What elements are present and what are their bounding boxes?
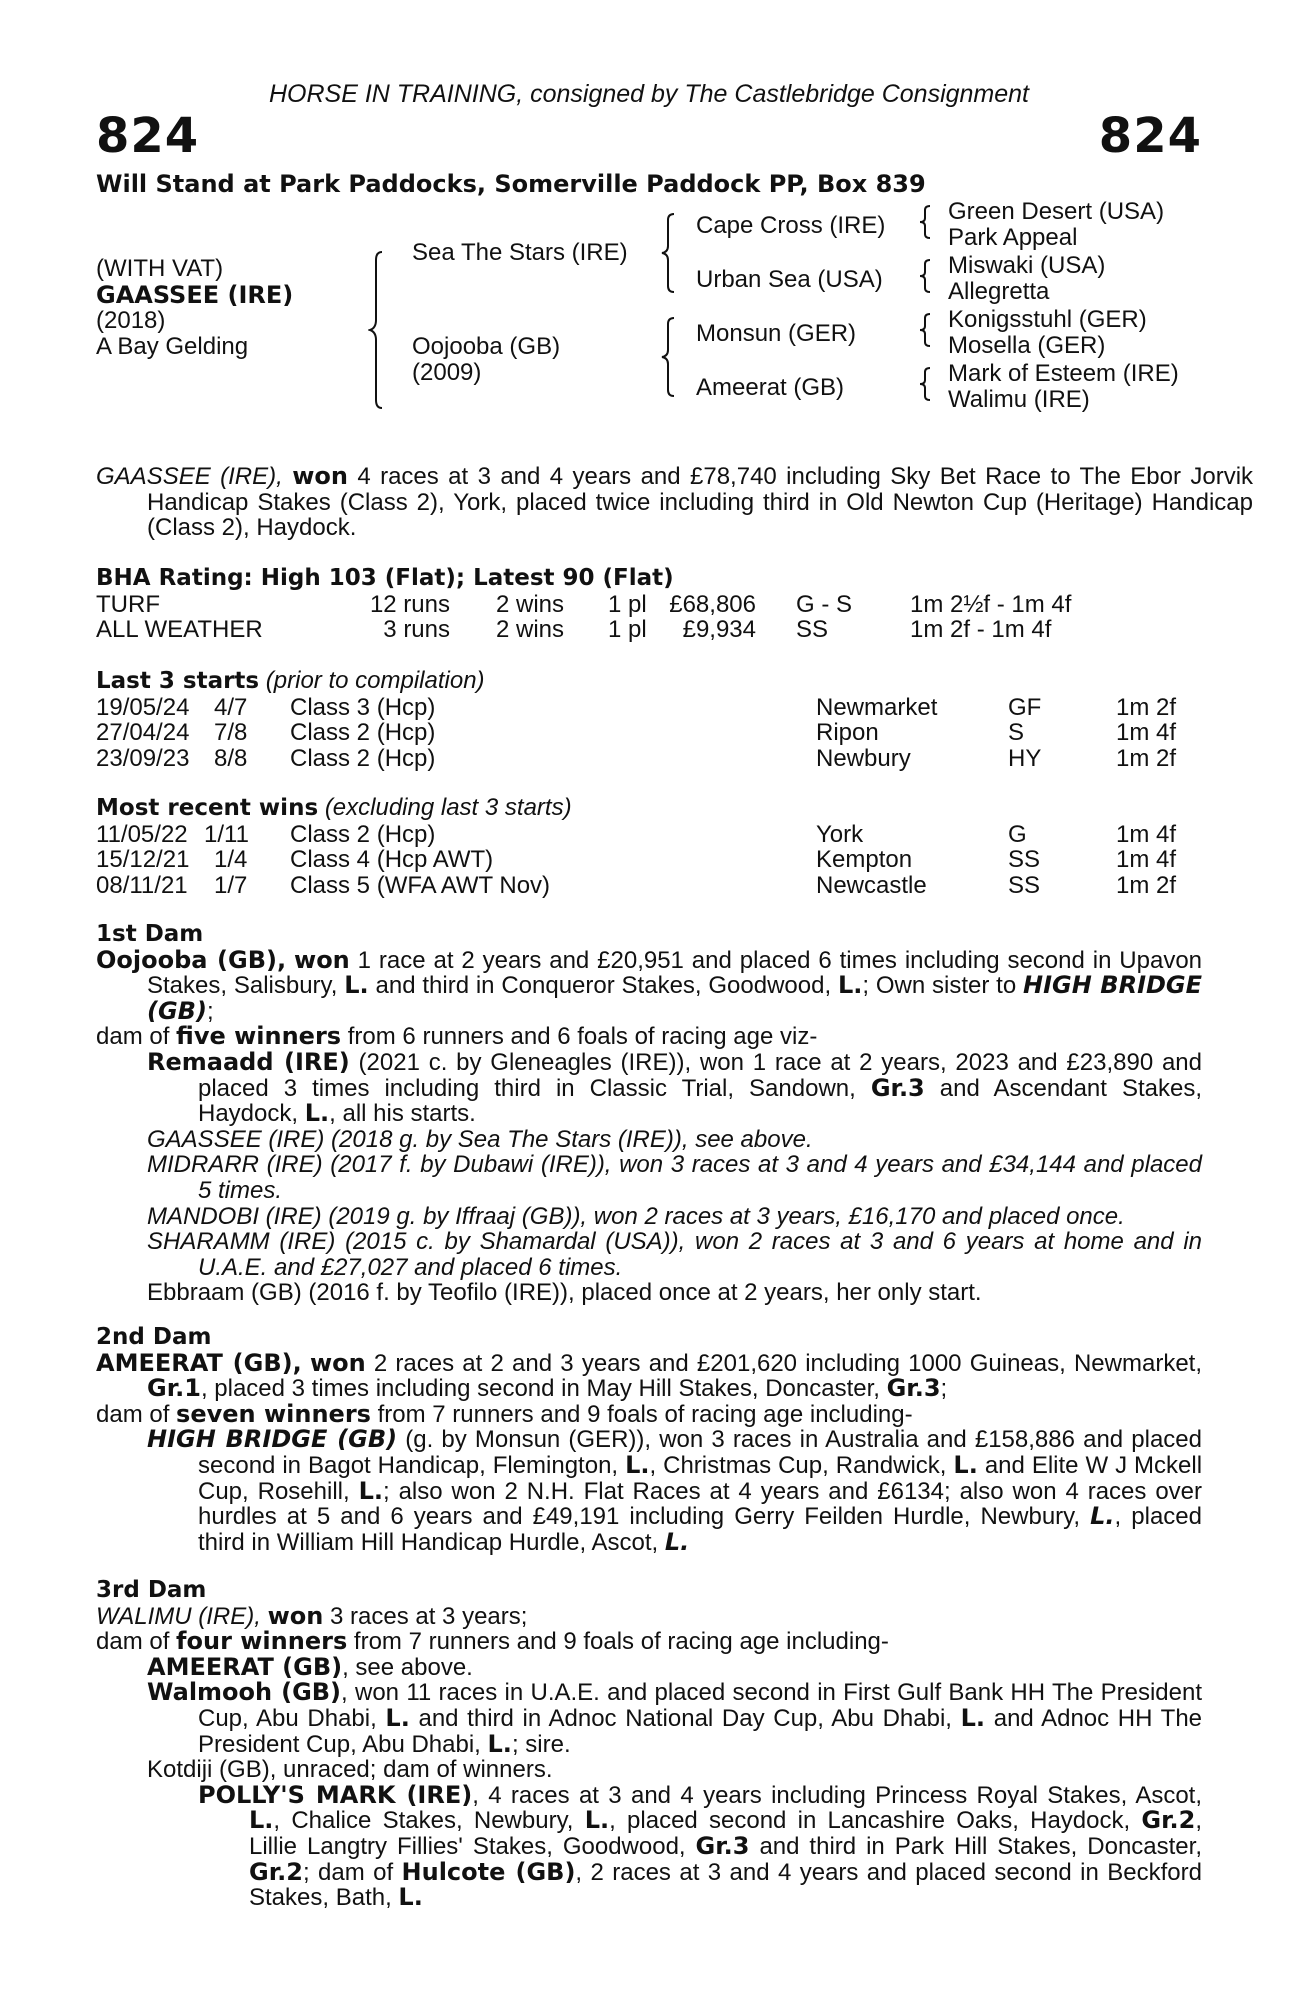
win-going: SS <box>1008 846 1041 874</box>
produce-name: Walmooh (GB) <box>147 1678 342 1707</box>
last-3-starts <box>96 668 1202 771</box>
produce-item: SHARAMM (IRE) (2015 c. by Shamardal (USA)), won 2 races at 3 and 6 years at home and in U.A.E. and £27,027 and placed 6 times. <box>147 1228 1202 1281</box>
produce-item: MIDRARR (IRE) (2017 f. by Dubawi (IRE)), won 3 races at 3 and 4 years and £34,144 and placed 5 times. <box>147 1151 1202 1204</box>
listed-mark: L. <box>960 1703 986 1732</box>
dam3-won: won <box>267 1601 324 1630</box>
start-date: 19/05/24 <box>96 693 190 721</box>
listed-mark: L. <box>953 1450 978 1479</box>
consignment-line: HORSE IN TRAINING, consigned by The Castlebridge Consignment <box>268 80 1030 108</box>
damof-prefix: dam of <box>96 1400 170 1428</box>
gen4-1: Green Desert (USA) <box>948 198 1165 225</box>
last3-note: (prior to compilation) <box>265 667 485 694</box>
group-mark: Gr.2 <box>249 1857 303 1886</box>
gen4-6: Mosella (GER) <box>948 332 1106 359</box>
group-mark: Gr.3 <box>886 1374 941 1403</box>
rating-wins: 2 wins <box>496 616 565 644</box>
damof-winners: seven winners <box>176 1399 371 1428</box>
third-dam-section <box>96 1578 1202 1911</box>
produce-text: and Elite W J Mckell Cup, Rosehill, <box>198 1451 1203 1505</box>
last3-heading <box>96 668 1202 695</box>
dam2-text: ; <box>940 1375 948 1403</box>
listed-mark: L. <box>344 971 369 1000</box>
produce-item <box>96 1047 1203 1128</box>
dam1-text: ; Own sister to <box>862 972 1017 1000</box>
dam-name: Oojooba (GB) <box>412 333 561 360</box>
group-mark: Gr.1 <box>147 1374 201 1403</box>
recent-heading <box>96 795 1202 822</box>
listed-mark: L. <box>584 1806 610 1835</box>
horse-description: A Bay Gelding <box>96 333 249 360</box>
summary-horse-name: GAASSEE (IRE), <box>96 463 283 490</box>
produce-item: Kotdiji (GB), unraced; dam of winners. <box>147 1756 553 1784</box>
table-row <box>96 720 1202 746</box>
dam2-won: won <box>309 1348 366 1377</box>
win-race: Class 2 (Hcp) <box>290 820 436 848</box>
rating-going: SS <box>796 616 829 644</box>
start-course: Newbury <box>816 744 911 772</box>
win-position: 1/11 <box>204 820 249 848</box>
sire-name: Sea The Stars (IRE) <box>412 239 628 266</box>
win-distance: 1m 4f <box>1116 820 1177 848</box>
pedigree-table <box>96 200 1202 420</box>
start-distance: 1m 2f <box>1116 744 1177 772</box>
produce-text: , all his starts. <box>329 1100 476 1128</box>
listed-mark: L. <box>304 1099 330 1128</box>
win-date: 11/05/22 <box>96 820 188 848</box>
produce-name: Remaadd (IRE) <box>147 1047 350 1076</box>
win-course: Kempton <box>816 846 913 874</box>
damof-prefix: dam of <box>96 1023 170 1051</box>
produce-name: Hulcote (GB) <box>401 1857 576 1886</box>
start-going: S <box>1008 719 1025 747</box>
brace-main <box>368 250 388 410</box>
produce-text: ; sire. <box>511 1730 571 1758</box>
win-position: 1/7 <box>214 871 248 899</box>
listed-mark: L. <box>837 971 863 1000</box>
dam2-name: AMEERAT (GB), <box>96 1348 302 1377</box>
table-row <box>96 847 1202 873</box>
dam-sire: Monsun (GER) <box>696 320 857 347</box>
produce-text: ; dam of <box>302 1858 394 1886</box>
stand-location: Will Stand at Park Paddocks, Somerville Paddock PP, Box 839 <box>96 170 926 198</box>
produce-text: and Ascendant Stakes, Haydock, <box>198 1074 1203 1128</box>
grand-produce-item <box>96 1780 1203 1912</box>
gen4-4: Allegretta <box>948 278 1050 305</box>
listed-mark: L. <box>487 1729 512 1758</box>
dam2-text: 2 races at 2 and 3 years and £201,620 including 1000 Guineas, Newmarket, <box>373 1349 1203 1377</box>
dam2-produce-summary <box>96 1399 1202 1428</box>
start-race: Class 3 (Hcp) <box>290 693 436 721</box>
gen4-3: Miswaki (USA) <box>948 252 1106 279</box>
lot-number-right: 824 <box>1098 108 1202 164</box>
damof-winners: five winners <box>176 1022 342 1051</box>
win-date: 15/12/21 <box>96 846 190 874</box>
produce-text: , placed third in William Hill Handicap Hurdle, Ascot, <box>198 1503 1202 1556</box>
rating-prize: £68,806 <box>669 590 756 618</box>
dam2-heading: 2nd Dam <box>96 1324 212 1350</box>
win-position: 1/4 <box>214 846 248 874</box>
damof-prefix: dam of <box>96 1628 170 1656</box>
produce-text: and Adnoc HH The President Cup, Abu Dhabi, <box>198 1704 1203 1758</box>
rating-distance: 1m 2½f - 1m 4f <box>910 590 1072 618</box>
listed-mark: L. <box>358 1476 383 1505</box>
produce-item <box>96 1427 1202 1555</box>
start-course: Ripon <box>816 719 879 747</box>
produce-text: ; also won 2 N.H. Flat Races at 4 years and £6134; also won 4 races over hurdles at 5 and 6 years and £49,191 including Gerry Feilden Hurdle, Newbury, <box>198 1477 1203 1531</box>
summary-text: 4 races at 3 and 4 years and £78,740 including Sky Bet Race to The Ebor Jorvik Handicap Stakes (Class 2), York, placed twice including third in Old Newton Cup (Heritage) Handicap (Class 2), Haydock. <box>147 463 1254 542</box>
brace-g4-1 <box>918 204 932 240</box>
produce-text: (g. by Monsun (GER)), won 3 races in Australia and £158,886 and placed second in Bagot Handicap, Flemington, <box>198 1426 1202 1479</box>
rating-distance: 1m 2f - 1m 4f <box>910 616 1052 644</box>
dam1-text: 1 race at 2 years and £20,951 and placed 6 times including second in Upavon Stakes, Salisbury, <box>147 946 1203 1000</box>
dam1-record <box>96 945 1203 1025</box>
win-going: G <box>1008 820 1027 848</box>
rating-prize: £9,934 <box>682 616 756 644</box>
dam1-text: and third in Conqueror Stakes, Goodwood, <box>375 972 832 1000</box>
start-distance: 1m 4f <box>1116 719 1177 747</box>
win-going: SS <box>1008 871 1041 899</box>
start-race: Class 2 (Hcp) <box>290 719 436 747</box>
produce-name: AMEERAT (GB) <box>147 1652 343 1681</box>
table-row <box>96 746 1202 772</box>
produce-item: MANDOBI (IRE) (2019 g. by Iffraaj (GB)), won 2 races at 3 years, £16,170 and placed once. <box>147 1202 1125 1230</box>
brace-g4-4 <box>918 366 932 402</box>
table-row <box>96 695 1202 721</box>
dam1-produce-summary <box>96 1024 1202 1050</box>
dam3-text: 3 races at 3 years; <box>330 1602 528 1630</box>
table-row <box>96 873 1202 899</box>
produce-item: Ebbraam (GB) (2016 f. by Teofilo (IRE)), placed once at 2 years, her only start. <box>147 1279 982 1307</box>
dam2-record <box>96 1348 1203 1403</box>
produce-text: , Christmas Cup, Randwick, <box>649 1451 947 1479</box>
dam-year: (2009) <box>412 359 482 386</box>
group-mark: Gr.2 <box>1141 1806 1196 1835</box>
produce-name: POLLY'S MARK (IRE) <box>198 1780 473 1809</box>
produce-text: , 4 races at 3 and 4 years including Princess Royal Stakes, Ascot, <box>472 1781 1203 1809</box>
win-distance: 1m 2f <box>1116 871 1177 899</box>
win-distance: 1m 4f <box>1116 846 1177 874</box>
win-date: 08/11/21 <box>96 871 188 899</box>
gen4-7: Mark of Esteem (IRE) <box>948 360 1179 387</box>
listed-mark: L. <box>625 1450 650 1479</box>
win-course: Newcastle <box>816 871 927 899</box>
rating-placed: 1 pl <box>608 616 647 644</box>
first-dam-section <box>96 922 1202 1306</box>
summary-won: won <box>292 462 348 490</box>
dam1-heading: 1st Dam <box>96 921 204 947</box>
start-race: Class 2 (Hcp) <box>290 744 436 772</box>
brace-sire <box>660 212 678 294</box>
gen4-2: Park Appeal <box>948 224 1078 251</box>
gen4-8: Walimu (IRE) <box>948 386 1090 413</box>
damof-suffix: from 7 runners and 9 foals of racing age including- <box>353 1628 889 1656</box>
dam3-name: WALIMU (IRE), <box>96 1602 261 1630</box>
recent-note: (excluding last 3 starts) <box>324 794 572 821</box>
own-sister-name: HIGH BRIDGE (GB) <box>147 971 1203 1025</box>
produce-text: , won 11 races in U.A.E. and placed second in First Gulf Bank HH The President Cup, Abu Dhabi, <box>198 1679 1202 1732</box>
brace-dam <box>660 316 678 398</box>
produce-text: , placed second in Lancashire Oaks, Haydock, <box>609 1807 1131 1835</box>
sire-dam: Urban Sea (USA) <box>696 266 883 293</box>
win-course: York <box>816 820 864 848</box>
dam-dam: Ameerat (GB) <box>696 374 845 401</box>
brace-g4-3 <box>918 312 932 348</box>
sire-sire: Cape Cross (IRE) <box>696 212 886 239</box>
most-recent-wins <box>96 795 1202 898</box>
rating-placed: 1 pl <box>608 590 647 618</box>
rating-row <box>96 617 1202 643</box>
dam1-semi: ; <box>206 997 214 1025</box>
catalogue-page <box>96 0 1254 2000</box>
listed-mark: L. <box>398 1883 423 1912</box>
dam1-name: Oojooba (GB), <box>96 945 287 974</box>
brace-g4-2 <box>918 258 932 294</box>
dam1-won: won <box>294 945 350 974</box>
second-dam-section <box>96 1325 1202 1555</box>
lot-number-left: 824 <box>96 108 200 164</box>
start-going: GF <box>1008 693 1042 721</box>
rating-surface: ALL WEATHER <box>96 616 263 644</box>
rating-title: BHA Rating: High 103 (Flat); Latest 90 (Flat) <box>96 565 674 591</box>
win-race: Class 4 (Hcp AWT) <box>290 846 494 874</box>
produce-text: , see above. <box>342 1653 473 1681</box>
vat-label: (WITH VAT) <box>96 255 224 282</box>
table-row <box>96 822 1202 848</box>
produce-item <box>96 1652 1202 1681</box>
dam2-text: , placed 3 times including second in May Hill Stakes, Doncaster, <box>200 1375 880 1403</box>
produce-text: , 2 races at 3 and 4 years and placed second in Beckford Stakes, Bath, <box>249 1858 1202 1912</box>
produce-text: , Chalice Stakes, Newbury, <box>273 1807 574 1835</box>
listed-mark: L. <box>1090 1502 1115 1531</box>
dam3-produce-summary <box>96 1629 1202 1655</box>
rating-going: G - S <box>796 590 853 618</box>
horse-year: (2018) <box>96 307 166 334</box>
start-distance: 1m 2f <box>1116 693 1177 721</box>
dam3-heading: 3rd Dam <box>96 1577 207 1603</box>
damof-suffix: from 7 runners and 9 foals of racing age including- <box>377 1400 913 1428</box>
rating-runs: 3 runs <box>383 616 450 644</box>
group-mark: Gr.3 <box>695 1831 750 1860</box>
rating-section <box>96 566 1202 643</box>
damof-suffix: from 6 runners and 6 foals of racing age viz- <box>347 1023 818 1051</box>
start-position: 7/8 <box>214 719 248 747</box>
race-summary <box>96 464 1253 541</box>
produce-text: and third in Adnoc National Day Cup, Abu Dhabi, <box>418 1704 952 1732</box>
start-date: 23/09/23 <box>96 744 190 772</box>
start-course: Newmarket <box>816 693 938 721</box>
start-date: 27/04/24 <box>96 719 190 747</box>
last3-title: Last 3 starts <box>96 668 260 694</box>
produce-text: , Lillie Langtry Fillies' Stakes, Goodwood, <box>249 1807 1203 1860</box>
produce-item: GAASSEE (IRE) (2018 g. by Sea The Stars (IRE)), see above. <box>147 1125 813 1153</box>
produce-name: HIGH BRIDGE (GB) <box>147 1425 398 1454</box>
start-going: HY <box>1008 744 1042 772</box>
rating-row <box>96 592 1202 618</box>
rating-wins: 2 wins <box>496 590 565 618</box>
produce-text: (2021 c. by Gleneagles (IRE)), won 1 race at 2 years, 2023 and £23,890 and placed 3 times including third in Classic Trial, Sandown, <box>198 1048 1202 1102</box>
recent-title: Most recent wins <box>96 795 319 821</box>
gen4-5: Konigsstuhl (GER) <box>948 306 1147 333</box>
listed-mark: L. <box>664 1527 690 1556</box>
win-race: Class 5 (WFA AWT Nov) <box>290 871 551 899</box>
horse-name: GAASSEE (IRE) <box>96 281 294 309</box>
listed-mark: L. <box>385 1703 410 1732</box>
start-position: 8/8 <box>214 744 248 772</box>
produce-item <box>96 1680 1202 1757</box>
produce-text: and third in Park Hill Stakes, Doncaster, <box>759 1832 1202 1860</box>
rating-surface: TURF <box>96 590 160 618</box>
damof-winners: four winners <box>176 1627 348 1656</box>
group-mark: Gr.3 <box>870 1073 925 1102</box>
rating-runs: 12 runs <box>369 590 450 618</box>
start-position: 4/7 <box>214 693 248 721</box>
dam3-record <box>96 1601 1202 1630</box>
listed-mark: L. <box>249 1806 274 1835</box>
